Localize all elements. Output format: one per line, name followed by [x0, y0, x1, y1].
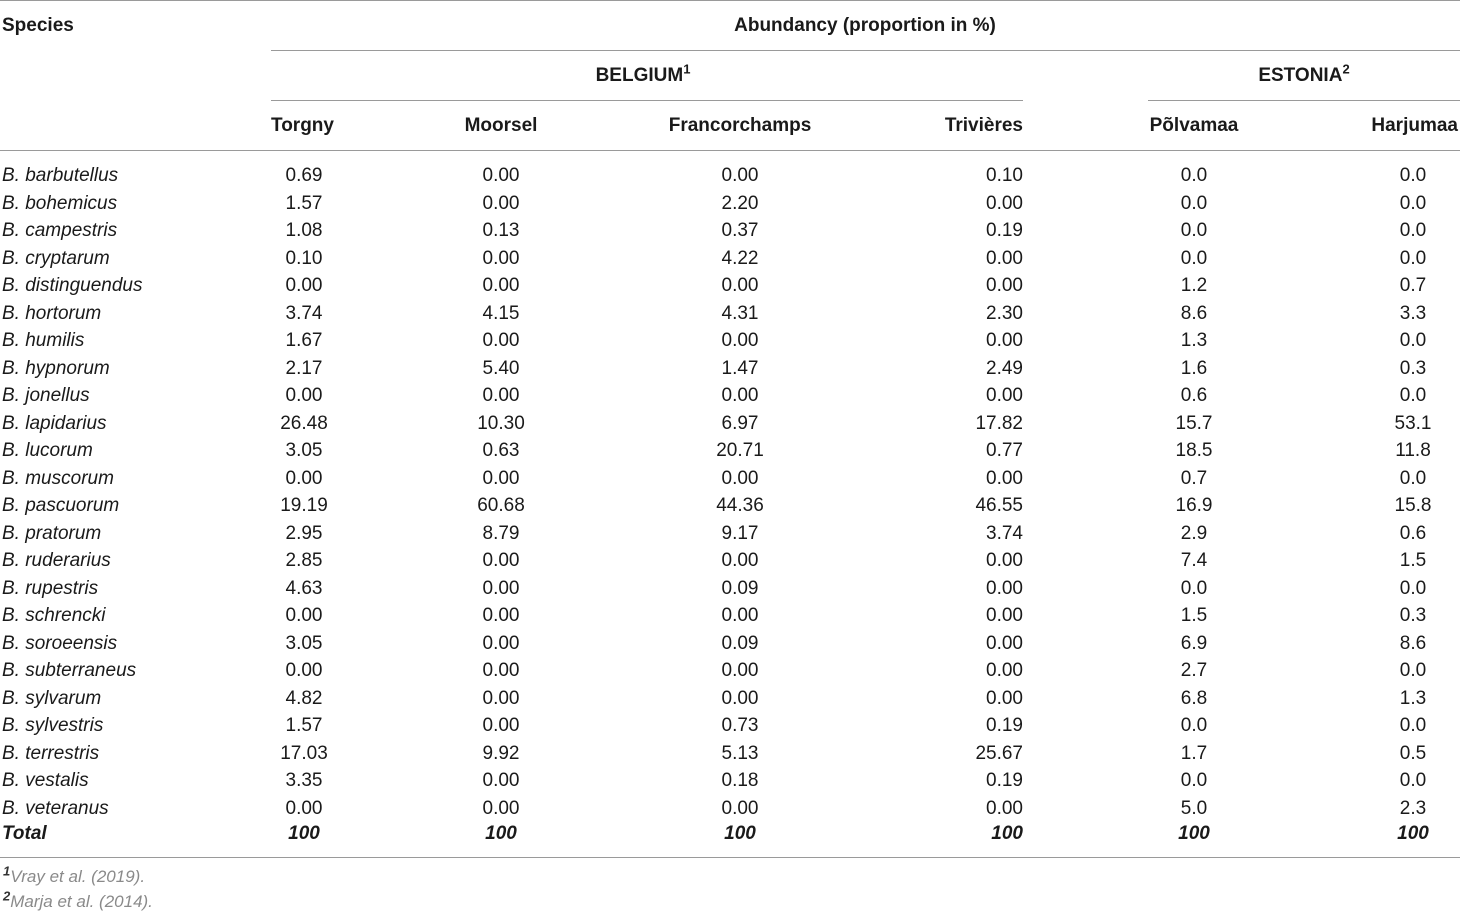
abundance-value: 0.19: [986, 770, 1023, 791]
total-value: 100: [1178, 823, 1210, 844]
species-name: B. rupestris: [2, 577, 99, 599]
species-name: B. barbutellus: [2, 165, 119, 186]
abundance-value: 5.13: [721, 742, 759, 764]
abundancy-rule: [271, 50, 1460, 51]
species-name: B. jonellus: [2, 385, 90, 406]
abundance-value: 0.00: [721, 550, 759, 571]
abundance-value: 3.35: [285, 770, 323, 791]
belgium-header: [595, 61, 691, 87]
abundance-value: 0.0: [1399, 192, 1427, 214]
column-header-harjumaa: Harjumaa: [1371, 115, 1458, 136]
abundance-value: 0.00: [986, 687, 1023, 709]
abundance-value: 0.0: [1180, 577, 1208, 599]
column-header-trivières: Trivières: [944, 115, 1023, 136]
table-bottom-rule: [0, 857, 1460, 858]
abundance-value: 0.00: [482, 632, 520, 654]
species-name: B. terrestris: [2, 742, 100, 764]
abundance-value: 0.73: [721, 715, 759, 736]
abundance-value: 0.0: [1399, 467, 1427, 489]
abundance-value: 0.00: [721, 605, 759, 626]
abundance-value: 15.7: [1175, 412, 1213, 434]
abundance-value: 25.67: [975, 742, 1023, 764]
abundance-value: 0.00: [482, 687, 520, 709]
abundance-value: 2.20: [721, 192, 759, 214]
abundance-value: 0.0: [1399, 715, 1427, 736]
abundance-value: 0.19: [986, 715, 1023, 736]
estonia-rule: [1148, 100, 1460, 101]
species-name: B. subterraneus: [2, 660, 137, 681]
abundance-value: 0.3: [1399, 605, 1427, 626]
abundance-value: 0.00: [986, 330, 1023, 351]
abundancy-header: Abundancy (proportion in %): [734, 15, 996, 36]
abundance-value: 0.0: [1180, 165, 1208, 186]
abundance-value: 2.49: [986, 357, 1023, 379]
species-name: B. lucorum: [2, 440, 93, 461]
belgium-rule: [271, 100, 1023, 101]
abundance-value: 4.15: [482, 302, 520, 324]
species-name: B. cryptarum: [2, 247, 110, 269]
abundance-value: 0.00: [482, 770, 520, 791]
abundance-value: 18.5: [1175, 440, 1213, 461]
abundance-value: 4.22: [721, 247, 759, 269]
species-header: Species: [2, 15, 74, 36]
abundance-value: 0.00: [721, 275, 759, 296]
abundance-value: 0.0: [1180, 770, 1208, 791]
abundance-value: 2.85: [285, 550, 323, 571]
abundance-value: 7.4: [1180, 550, 1208, 571]
species-name: B. veteranus: [2, 797, 109, 819]
abundance-value: 0.00: [285, 797, 323, 819]
abundance-value: 8.6: [1180, 302, 1208, 324]
abundance-value: 0.00: [482, 797, 520, 819]
abundance-value: 17.03: [280, 742, 328, 764]
abundance-value: 1.57: [285, 715, 323, 736]
species-name: B. distinguendus: [2, 275, 143, 296]
abundance-value: 0.37: [721, 220, 759, 241]
abundance-value: 0.10: [285, 247, 323, 269]
abundance-value: 16.9: [1175, 495, 1213, 516]
footnote-2: [3, 888, 153, 912]
abundance-value: 2.9: [1180, 522, 1208, 544]
abundance-value: 0.00: [721, 797, 759, 819]
abundance-value: 5.40: [482, 357, 520, 379]
species-name: B. sylvestris: [2, 715, 104, 736]
abundance-value: 0.18: [721, 770, 759, 791]
footnote-mark: 1: [3, 863, 11, 879]
total-value: 100: [991, 823, 1023, 844]
abundance-value: 0.0: [1180, 715, 1208, 736]
abundance-value: 6.97: [721, 412, 759, 434]
estonia-footnote-mark: 2: [1342, 61, 1350, 77]
abundance-value: 3.3: [1399, 302, 1427, 324]
belgium-footnote-mark: 1: [683, 61, 691, 77]
abundance-value: 8.6: [1399, 632, 1427, 654]
abundance-value: 0.00: [986, 275, 1023, 296]
abundance-value: 1.6: [1180, 357, 1208, 379]
abundance-value: 0.00: [285, 605, 323, 626]
estonia-label: ESTONIA: [1258, 65, 1343, 86]
species-name: B. pratorum: [2, 522, 102, 544]
abundance-value: 2.95: [285, 522, 323, 544]
abundance-value: 17.82: [975, 412, 1023, 434]
abundance-value: 53.1: [1394, 412, 1432, 434]
abundance-value: 5.0: [1180, 797, 1208, 819]
column-header-põlvamaa: Põlvamaa: [1149, 115, 1239, 136]
species-name: B. bohemicus: [2, 192, 118, 214]
species-name: B. soroeensis: [2, 632, 118, 654]
species-name: B. campestris: [2, 220, 118, 241]
abundance-value: 0.00: [482, 192, 520, 214]
footnote-text: Marja et al. (2014).: [10, 892, 153, 911]
abundance-value: 0.00: [986, 632, 1023, 654]
abundance-value: 0.77: [986, 440, 1023, 461]
abundance-value: 0.00: [285, 275, 323, 296]
abundance-value: 0.0: [1399, 770, 1427, 791]
abundance-value: 8.79: [482, 522, 520, 544]
abundance-value: 0.0: [1180, 247, 1208, 269]
abundance-value: 19.19: [280, 495, 328, 516]
abundance-value: 0.00: [721, 385, 759, 406]
abundance-value: 0.0: [1399, 385, 1427, 406]
abundance-value: 0.00: [482, 660, 520, 681]
species-name: B. vestalis: [2, 770, 89, 791]
abundance-value: 3.05: [285, 440, 323, 461]
abundance-value: 0.69: [285, 165, 323, 186]
abundance-value: 0.00: [482, 330, 520, 351]
species-name: B. ruderarius: [2, 550, 111, 571]
abundance-value: 0.00: [482, 605, 520, 626]
total-label: Total: [2, 823, 47, 844]
abundance-value: 4.63: [285, 577, 323, 599]
abundance-value: 1.3: [1399, 687, 1427, 709]
abundance-value: 0.10: [986, 165, 1023, 186]
abundance-value: 4.31: [721, 302, 759, 324]
species-name: B. hypnorum: [2, 357, 110, 379]
abundance-value: 26.48: [280, 412, 328, 434]
abundance-value: 1.67: [285, 330, 323, 351]
abundance-value: 0.63: [482, 440, 520, 461]
abundance-value: 1.57: [285, 192, 323, 214]
abundance-value: 0.13: [482, 220, 520, 241]
abundance-value: 0.00: [986, 577, 1023, 599]
species-name: B. schrencki: [2, 605, 106, 626]
abundance-value: 6.9: [1180, 632, 1208, 654]
abundance-value: 10.30: [477, 412, 525, 434]
abundance-value: 0.0: [1399, 220, 1427, 241]
abundance-value: 2.3: [1399, 797, 1427, 819]
abundance-value: 0.0: [1399, 247, 1427, 269]
abundance-value: 0.00: [482, 165, 520, 186]
abundance-value: 15.8: [1394, 495, 1432, 516]
abundance-value: 44.36: [716, 495, 764, 516]
abundance-value: 0.0: [1399, 577, 1427, 599]
species-name: B. humilis: [2, 330, 85, 351]
abundance-value: 0.09: [721, 632, 759, 654]
abundance-value: 1.5: [1180, 605, 1208, 626]
abundance-value: 11.8: [1395, 440, 1431, 461]
abundance-value: 0.5: [1399, 742, 1427, 764]
abundance-value: 1.3: [1180, 330, 1208, 351]
abundance-value: 0.00: [986, 192, 1023, 214]
abundance-value: 0.6: [1399, 522, 1427, 544]
abundance-value: 0.0: [1399, 165, 1427, 186]
column-header-moorsel: Moorsel: [464, 115, 538, 136]
belgium-label: BELGIUM: [595, 65, 684, 86]
abundance-value: 1.08: [285, 220, 323, 241]
abundance-value: 0.00: [482, 385, 520, 406]
abundance-value: 6.8: [1180, 687, 1208, 709]
abundance-value: 0.00: [986, 550, 1023, 571]
top-rule: [0, 0, 1460, 1]
abundance-value: 1.7: [1180, 742, 1208, 764]
species-name: B. pascuorum: [2, 495, 120, 516]
abundance-value: 2.17: [285, 357, 323, 379]
abundance-value: 0.09: [721, 577, 759, 599]
column-header-francorchamps: Francorchamps: [668, 115, 812, 136]
abundance-value: 0.00: [285, 660, 323, 681]
abundance-value: 0.00: [482, 467, 520, 489]
abundance-value: 4.82: [285, 687, 323, 709]
header-bottom-rule: [0, 150, 1460, 151]
abundance-value: 9.17: [721, 522, 759, 544]
footnote-1: [3, 863, 146, 887]
total-value: 100: [485, 823, 517, 844]
abundance-value: 0.00: [482, 247, 520, 269]
abundance-value: 0.00: [482, 715, 520, 736]
abundance-value: 0.0: [1180, 220, 1208, 241]
abundance-value: 0.00: [986, 247, 1023, 269]
abundance-value: 0.0: [1399, 330, 1427, 351]
abundance-value: 20.71: [716, 440, 764, 461]
total-value: 100: [724, 823, 756, 844]
abundance-value: 0.3: [1399, 357, 1427, 379]
abundance-value: 0.00: [986, 797, 1023, 819]
abundance-value: 0.00: [986, 660, 1023, 681]
abundance-value: 0.00: [482, 550, 520, 571]
abundance-value: 0.0: [1399, 660, 1427, 681]
abundance-value: 0.7: [1180, 467, 1208, 489]
abundance-value: 3.74: [986, 522, 1023, 544]
abundance-value: 1.47: [721, 357, 759, 379]
footnote-text: Vray et al. (2019).: [10, 867, 146, 886]
abundance-value: 0.00: [986, 385, 1023, 406]
abundance-value: 1.5: [1399, 550, 1427, 571]
abundance-value: 3.05: [285, 632, 323, 654]
abundance-value: 2.30: [986, 302, 1023, 324]
footnote-mark: 2: [3, 888, 11, 904]
abundance-value: 0.00: [721, 165, 759, 186]
total-value: 100: [288, 823, 320, 844]
abundance-value: 0.00: [986, 605, 1023, 626]
abundance-value: 9.92: [482, 742, 520, 764]
abundance-value: 60.68: [477, 495, 525, 516]
species-name: B. muscorum: [2, 467, 114, 489]
abundance-value: 46.55: [975, 495, 1023, 516]
column-header-torgny: Torgny: [271, 115, 334, 136]
estonia-header: [1258, 61, 1350, 87]
abundance-value: 1.2: [1180, 275, 1208, 296]
abundance-value: 0.00: [285, 467, 323, 489]
abundance-value: 0.00: [721, 467, 759, 489]
species-name: B. sylvarum: [2, 687, 102, 709]
abundance-value: 0.00: [721, 330, 759, 351]
total-value: 100: [1397, 823, 1429, 844]
species-name: B. lapidarius: [2, 412, 107, 434]
abundance-value: 2.7: [1180, 660, 1208, 681]
abundance-value: 3.74: [285, 302, 323, 324]
abundance-value: 0.0: [1180, 192, 1208, 214]
abundance-value: 0.19: [986, 220, 1023, 241]
abundance-value: 0.00: [482, 577, 520, 599]
abundance-value: 0.00: [285, 385, 323, 406]
abundance-value: 0.00: [986, 467, 1023, 489]
abundance-value: 0.00: [482, 275, 520, 296]
abundance-value: 0.00: [721, 687, 759, 709]
abundance-value: 0.00: [721, 660, 759, 681]
abundance-value: 0.7: [1399, 275, 1427, 296]
abundance-value: 0.6: [1180, 385, 1208, 406]
species-name: B. hortorum: [2, 302, 102, 324]
